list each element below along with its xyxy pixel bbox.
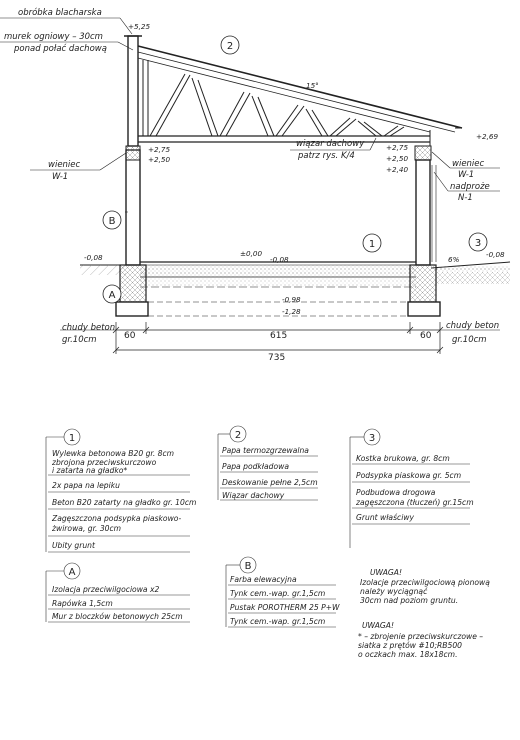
legendB-row2: Tynk cem.-wap. gr.1,5cm [230,589,326,598]
legendA-row2: Rapówka 1,5cm [52,599,113,608]
legend1-row4-line1: Zagęszczona podsypka piaskowo- [52,514,182,523]
level-floor-a: ±0,00 [240,249,263,258]
legend2-row2: Papa podkładowa [222,462,289,471]
level-floor-b: -0,08 [270,255,289,264]
left-wieniec [126,146,140,160]
truss-web [143,60,404,136]
callout-nadproze-2: N-1 [458,193,473,203]
note2-line2: siatka z prętów #10;RB500 [358,641,462,650]
legend-marker-A: A [68,567,76,578]
structure [0,18,510,354]
legendA-row3: Mur z bloczków betonowych 25cm [52,612,183,621]
marker-3: 3 [474,238,482,249]
legend1-row3: Beton B20 zatarty na gładko gr. 10cm [52,498,197,507]
marker-A: A [108,290,116,301]
legend3-row2: Podsypka piaskowa gr. 5cm [356,471,462,480]
note2-title: UWAGA! [362,621,395,630]
callout-murek-1: murek ogniowy – 30cm [4,32,103,42]
legend-marker-B: B [244,561,252,572]
level-left-1: +2,75 [148,145,171,154]
callout-wieniec-right-1: wieniec [452,159,485,169]
level-eaves: +2,69 [476,132,499,141]
left-foundation-wall [120,265,146,302]
level-right-2: +2,50 [386,154,409,163]
note1-line3: 30cm nad poziom gruntu. [360,596,459,605]
note2-line3: o oczkach max. 18x18cm. [358,650,458,659]
legend1-row1-line3: i zatarta na gładko* [52,466,128,475]
right-wieniec [415,146,431,160]
legend1-row1-line1: Wylewka betonowa B20 gr. 8cm [52,449,175,458]
legend-box-B [230,575,340,626]
callout-wieniec-left-1: wieniec [48,160,81,170]
left-footing [116,302,148,316]
dim-total: 735 [268,353,286,363]
legend3-row3-line2: zagęszczona (tłuczeń) gr.15cm [356,498,474,507]
callout-chudy-left-2: gr.10cm [62,335,97,345]
callout-obrobka: obróbka blacharska [18,8,102,18]
level-top-wall: +5,25 [128,22,151,31]
legend-box-A [52,585,183,621]
callout-wieniec-right-2: W-1 [458,170,475,180]
note1-title: UWAGA! [370,568,403,577]
marker-1: 1 [368,239,376,250]
legend3-row3-line1: Podbudowa drogowa [356,488,436,497]
dim-middle: 615 [270,331,288,341]
note1-line1: Izolacje przeciwilgociową pionową [360,578,490,587]
roof-slope [138,46,462,128]
legendB-row4: Tynk cem.-wap. gr.1,5cm [230,617,326,626]
callout-nadproze-1: nadproże [450,182,490,192]
right-footing [408,302,440,316]
right-foundation-wall [410,265,436,302]
legendB-row1: Farba elewacyjna [230,575,297,584]
legend3-row1: Kostka brukowa, gr. 8cm [356,454,450,463]
level-found-2: -1,28 [282,307,301,316]
legend-marker-1: 1 [68,433,76,444]
legend1-row1-line2: zbrojona przeciwskurczowo [52,458,157,467]
floor-slab [140,265,416,277]
legend3-row4: Grunt właściwy [356,513,415,522]
legend2-row3: Deskowanie pełne 2,5cm [222,478,318,487]
legendA-row1: Izolacja przeciwilgociowa x2 [52,585,160,594]
level-left-2: +2,50 [148,155,171,164]
callout-chudy-left-1: chudy beton [62,323,116,333]
legend-box-1 [51,449,196,550]
dim-right: 60 [420,331,432,341]
legend-box-2 [222,446,318,500]
callout-chudy-right-1: chudy beton [446,321,500,331]
legend1-row4-line2: żwirowa, gr. 30cm [52,524,122,533]
level-right-1: +2,75 [386,143,409,152]
legend-marker-3: 3 [368,433,376,444]
callout-wiazar-2: patrz rys. K/4 [298,151,355,161]
legend2-row4: Wiązar dachowy [222,491,285,500]
level-ground-left: -0,08 [84,253,103,262]
legend2-row1: Papa termozgrzewalna [222,446,309,455]
note2-line1: * – zbrojenie przeciwskurczowe – [358,632,484,641]
right-wall [416,160,430,265]
callout-wiazar-1: wiązar dachowy [296,139,365,149]
left-wall [126,150,140,265]
level-ground-right: -0,08 [486,250,505,259]
dim-left: 60 [124,331,136,341]
marker-B: B [108,216,116,227]
legend-marker-2: 2 [234,430,242,441]
level-right-3: +2,40 [386,165,409,174]
level-found-1: -0,98 [282,295,301,304]
legend1-row5: Ubity grunt [52,541,95,550]
callout-wieniec-left-2: W-1 [52,172,69,182]
legendB-row3: Pustak POROTHERM 25 P+W [230,603,340,612]
notes [358,568,490,659]
marker-2: 2 [226,41,234,52]
legend1-row2: 2x papa na lepiku [52,481,120,490]
left-wall-upper [128,36,138,146]
note1-line2: należy wyciągnąć [360,587,428,596]
ground-slope: 6% [448,255,460,264]
callout-murek-2: ponad połać dachową [14,44,107,54]
roof-slope-angle: 15° [306,81,319,90]
callout-chudy-right-2: gr.10cm [452,335,487,345]
